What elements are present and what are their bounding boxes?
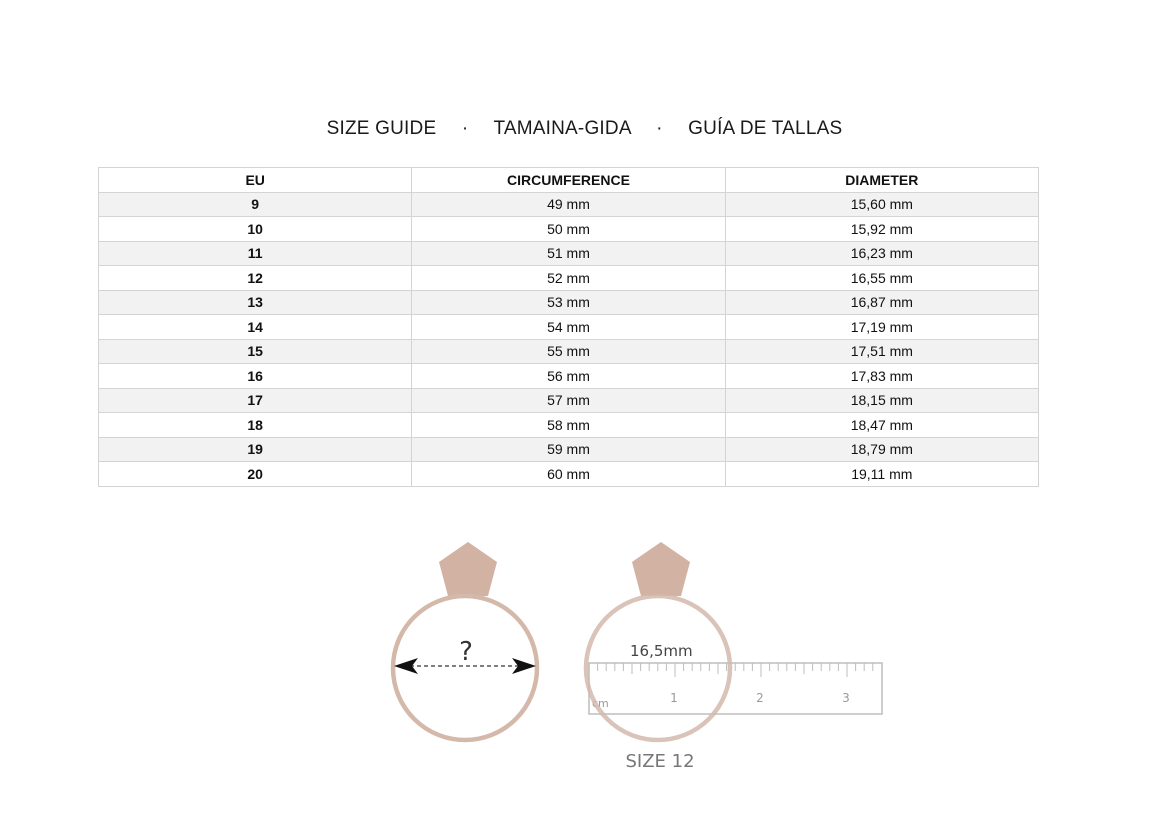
title-separator-2: ·	[656, 118, 663, 139]
cell-diameter: 17,51 mm	[725, 339, 1038, 364]
header-eu: EU	[99, 168, 412, 193]
arrow-left-icon	[394, 658, 418, 674]
ruler-number-3: 3	[842, 691, 850, 705]
cell-circumference: 51 mm	[412, 241, 725, 266]
cell-eu: 9	[99, 192, 412, 217]
cell-eu: 19	[99, 437, 412, 462]
cell-eu: 16	[99, 364, 412, 389]
cell-eu: 12	[99, 266, 412, 291]
size-label: SIZE 12	[625, 751, 695, 772]
cell-circumference: 58 mm	[412, 413, 725, 438]
ruler-number-2: 2	[756, 691, 764, 705]
ring-band	[393, 596, 537, 740]
header-circumference: CIRCUMFERENCE	[412, 168, 725, 193]
cell-circumference: 50 mm	[412, 217, 725, 242]
cell-diameter: 16,23 mm	[725, 241, 1038, 266]
cell-circumference: 59 mm	[412, 437, 725, 462]
stone-icon	[632, 542, 690, 596]
cell-eu: 17	[99, 388, 412, 413]
ruler-number-1: 1	[670, 691, 678, 705]
stone-icon	[439, 542, 497, 596]
cell-circumference: 56 mm	[412, 364, 725, 389]
cell-eu: 15	[99, 339, 412, 364]
cell-eu: 10	[99, 217, 412, 242]
cell-circumference: 55 mm	[412, 339, 725, 364]
cell-diameter: 18,47 mm	[725, 413, 1038, 438]
cell-diameter: 17,83 mm	[725, 364, 1038, 389]
cell-diameter: 19,11 mm	[725, 462, 1038, 487]
cell-eu: 14	[99, 315, 412, 340]
title-separator-1: ·	[461, 118, 469, 139]
cell-circumference: 52 mm	[412, 266, 725, 291]
cell-diameter: 18,79 mm	[725, 437, 1038, 462]
cell-eu: 11	[99, 241, 412, 266]
cell-diameter: 17,19 mm	[725, 315, 1038, 340]
cell-eu: 20	[99, 462, 412, 487]
cell-circumference: 49 mm	[412, 192, 725, 217]
cell-diameter: 15,92 mm	[725, 217, 1038, 242]
cell-diameter: 18,15 mm	[725, 388, 1038, 413]
title-english: SIZE GUIDE	[326, 118, 437, 139]
header-diameter: DIAMETER	[725, 168, 1038, 193]
ruler-unit-label: cm	[592, 697, 609, 710]
title-spanish: GUÍA DE TALLAS	[688, 118, 843, 139]
cell-circumference: 60 mm	[412, 462, 725, 487]
measurement-label: 16,5mm	[630, 642, 693, 660]
ring-with-ruler	[586, 542, 882, 772]
cell-diameter: 16,87 mm	[725, 290, 1038, 315]
cell-eu: 18	[99, 413, 412, 438]
ring-unknown	[393, 542, 537, 740]
cell-diameter: 16,55 mm	[725, 266, 1038, 291]
cell-diameter: 15,60 mm	[725, 192, 1038, 217]
cell-eu: 13	[99, 290, 412, 315]
cell-circumference: 53 mm	[412, 290, 725, 315]
question-mark: ?	[459, 637, 473, 667]
cell-circumference: 54 mm	[412, 315, 725, 340]
title-basque: TAMAINA-GIDA	[493, 118, 631, 139]
cell-circumference: 57 mm	[412, 388, 725, 413]
